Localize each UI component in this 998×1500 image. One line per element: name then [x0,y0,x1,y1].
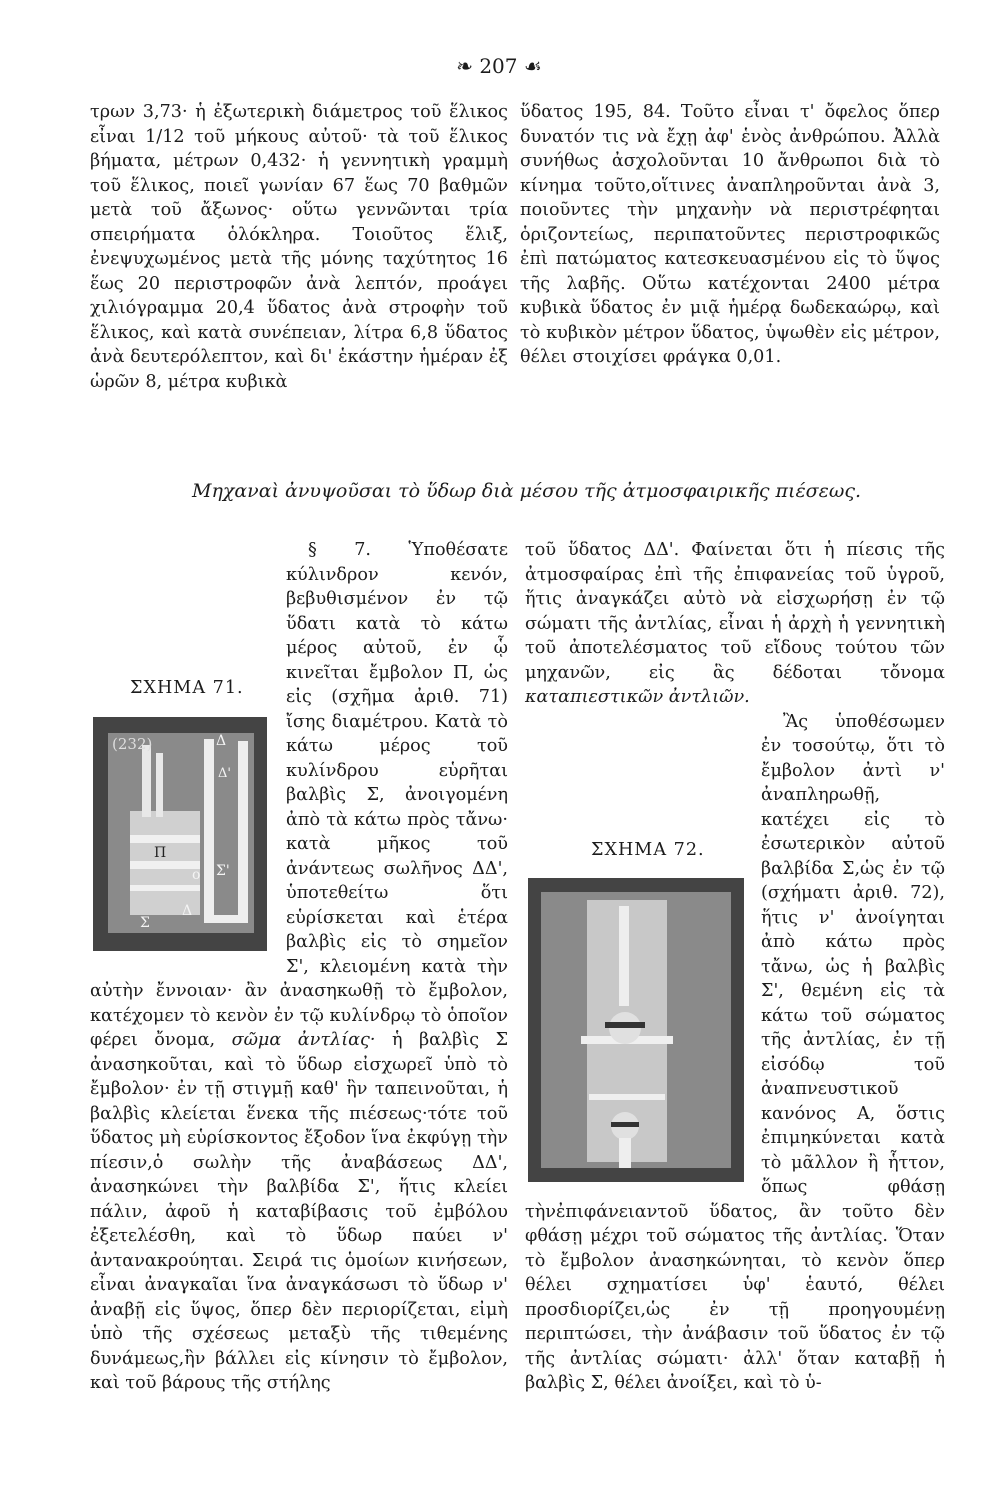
col3-rest: ἡ βαλβὶς Σ ἀνασηκοῦται, καὶ τὸ ὕδωρ εἰσχωρεῖ ὑπὸ τὸ ἔμβολον· ἐν τῇ στιγμῇ καθ' ἣν ταπεινοῦται, ἡ βαλβὶς κλείεται ἕνεκα τῆς πιέσεως·τότε τοῦ ὕδατος μὴ εὑρίσκοντος ἔξοδον ἵνα ἐκφύγῃ τὴν πίεσιν,ὁ σωλὴν τῆς ἀναβάσεως ΔΔ', ἀνασηκώνει τὴν βαλβίδα Σ', ἥτις κλείει πάλιν, ἀφοῦ ἡ καταβίβασις τοῦ ἐμβόλου ἐξετελέσθη, καὶ τὸ ὕδωρ παύει ν' ἀντανακρούηται. Σειρά τις ὁμοίων κινήσεων, εἶναι ἀναγκαῖαι ἵνα ἀναγκάσωσι τὸ ὕδωρ ν' ἀναβῇ εἰς ὕψος, ὅπερ δὲν περιορίζεται, εἰμὴ ὑπὸ τῆς σχέσεως μεταξὺ τῆς τιθεμένης δυνάμεως,ἣν βάλλει εἰς κίνησιν τὸ ἔμβολον, καὶ τοῦ βάρους τῆς στήλης [90,1030,509,1393]
page-header [0,54,998,78]
top-right-text: ὕδατος 195, 84. Τοῦτο εἶναι τ' ὄφελος ὅπερ δυνατόν τις νὰ ἔχῃ ἀφ' ἑνὸς ἀνθρώπου. Ἀλλὰ συνήθως ἀσχολοῦνται 10 ἄνθρωποι διὰ τὸ κίνημα τοῦτο,οἵτινες ἀναπληροῦνται ἀνὰ 3, ποιοῦντες τὴν μηχανὴν νὰ περιστρέφηται ὁριζοντείως, περιπατοῦντες περιστροφικῶς ἐπὶ πατώματος κατεσκευασμένου εἰς τὸ ὕψος τῆς λαβῆς. Οὕτω κατέχονται 2400 μέτρα κυβικὰ ὕδατος ἐν μιᾷ ἡμέρᾳ δωδεκαώρῳ, καὶ τὸ κυβικὸν μέτρον ὕδατος, ὑψωθὲν εἰς μέτρον, θέλει στοιχίσει φράγκα 0,01. [520,102,940,367]
bottom-right-column [525,538,945,1396]
top-left-text: τρων 3,73· ἡ ἐξωτερικὴ διάμετρος τοῦ ἕλικος εἶναι 1/12 τοῦ μήκους αὐτοῦ· τὰ τοῦ ἕλικος βήματα, μέτρων 0,432· ἡ γεννητικὴ γραμμὴ τοῦ ἕλικος, ποιεῖ γωνίαν 67 ἕως 70 βαθμῶν μετὰ τοῦ ἄξωνος· οὕτω γεννῶνται τρία σπειρήματα ὁλόκληρα. Τοιοῦτος ἕλιξ, ἐνεψυχωμένος μετὰ τῆς μόνης ταχύτητος 16 ἕως 20 περιστροφῶν ἀνὰ λεπτόν, προάγει χιλιόγραμμα 20,4 ὕδατος ἀνὰ στροφὴν τοῦ ἕλικος, καὶ κατὰ συνέπειαν, λίτρα 6,8 ὕδατος ἀνὰ δευτερόλεπτον, καὶ δι' ἑκάστην ἡμέραν ἐξ ὡρῶν 8, μέτρα κυβικὰ [90,102,508,392]
figure-72 [525,838,749,1187]
col4-p1: τοῦ ὕδατος ΔΔ'. Φαίνεται ὅτι ἡ πίεσις τῆς ἀτμοσφαίρας ἐπὶ τῆς ἐπιφανείας τοῦ ὑγροῦ, ἥτις ἀναγκάζει αὐτὸ νὰ εἰσχωρήσῃ ἐν τῷ σώματι τῆς ἀντλίας, εἶναι ἡ ἀρχὴ ἡ γεννητικὴ τοῦ ἀποτελέσματος τοῦ εἴδους τούτου τῶν μηχανῶν, εἰς ἃς δέδοται τὄνομα [525,540,945,683]
label-pi: Π [154,844,167,861]
figure-71-diagram [90,715,270,955]
label-delta-prime: Δ' [218,765,231,781]
label-o: ο [192,866,201,883]
col4-p2: Ἂς ὑποθέσωμεν ἐν τοσούτῳ, ὅτι τὸ ἔμβολον ἀντὶ ν' ἀναπληρωθῇ, κατέχει εἰς τὸ ἐσωτερικὸν αὐτοῦ βαλβίδα Σ,ὡς ἐν τῷ (σχήματι ἀριθ. 72), ἥτις ν' ἀνοίγηται ἀπὸ κάτω πρὸς τἄνω, ὡς ἡ βαλβὶς Σ', θεμένη εἰς τὰ κάτω τοῦ σώματος τῆς ἀντλίας, ἐν τῇ εἰσόδῳ τοῦ ἀναπνευστικοῦ κανόνος Α, ὅστις ἐπιμηκύνεται κατὰ τὸ μᾶλλον ἢ ἧττον, ὅπως φθάσῃ τὴνἐπιφάνειαντοῦ ὕδατος, ἂν τοῦτο δὲν φθάσῃ μέχρι τοῦ σώματος τῆς ἀντλίας. Ὅταν τὸ ἔμβολον ἀνασηκώνηται, τὸ κενὸν ὅπερ θέλει σχηματίσει ὑφ' ἑαυτό, θέλει προσδιορίζει,ὡς ἐν τῇ προηγουμένῃ περιπτώσει, τὴν ἀνάβασιν τοῦ ὕδατος ἐν τῷ τῆς ἀντλίας σώματι· ἀλλ' ὅταν καταβῇ ἡ βαλβὶς Σ, θέλει ἀνοίξει, καὶ τὸ ὑ- [525,711,945,1393]
col3-intro: § 7. Ὑποθέσατε κύλινδρον κενόν, βεβυθισμένον ἐν τῷ ὕδατι κατὰ τὸ κάτω μέρος αὐτοῦ, ἐν ᾧ κινεῖται ἔμβολον Π, ὡς εἰς (σχῆμα ἀριθ. 71) ἴσης διαμέτρου. Κατὰ τὸ κάτω μέρος τοῦ κυλίνδρου εὑρῆται βαλβὶς Σ, ἀνοιγομένη ἀπὸ τὰ κάτω πρὸς τἄνω· κατὰ μῆκος τοῦ ἀνάντεως σωλῆνος ΔΔ', ὑποτεθείτω ὅτι εὑρίσκεται καὶ ἑτέρα βαλβὶς εἰς τὸ σημεῖον Σ', κλειομένη κατὰ τὴν αὐτὴν ἔννοιαν· ἂν ἀνασηκωθῇ τὸ ἔμβολον, κατέχομεν τὸ κενὸν ἐν τῷ κυλίνδρῳ τὸ ὁποῖον φέρει ὄνομα, [90,540,508,1050]
label-sigma: Σ [140,914,150,931]
col4-term: καταπιεστικῶν ἀντλιῶν. [525,687,750,707]
ornament-left: ❧ [456,54,473,78]
figure-71 [90,676,272,955]
bottom-left-column [90,538,508,1396]
col3-term: σῶμα ἀντλίας· [231,1030,376,1050]
page-number: 207 [479,54,518,78]
label-delta-bottom: Δ [182,902,193,919]
label-corner: (232) [112,734,153,753]
figure-71-caption: ΣΧΗΜΑ 71. [130,678,244,698]
figure-72-caption: ΣΧΗΜΑ 72. [591,839,705,860]
ornament-right: ☙ [523,54,542,78]
figure-72-diagram [525,876,747,1186]
section-heading: Μηχαναὶ ἀνυψοῦσαι τὸ ὕδωρ διὰ μέσου τῆς ἀτμοσφαιρικῆς πιέσεως. [192,480,862,502]
label-sigma-prime: Σ' [216,862,230,879]
top-right-column [520,100,940,370]
label-delta-top: Δ [216,732,227,749]
top-left-column [90,100,508,394]
